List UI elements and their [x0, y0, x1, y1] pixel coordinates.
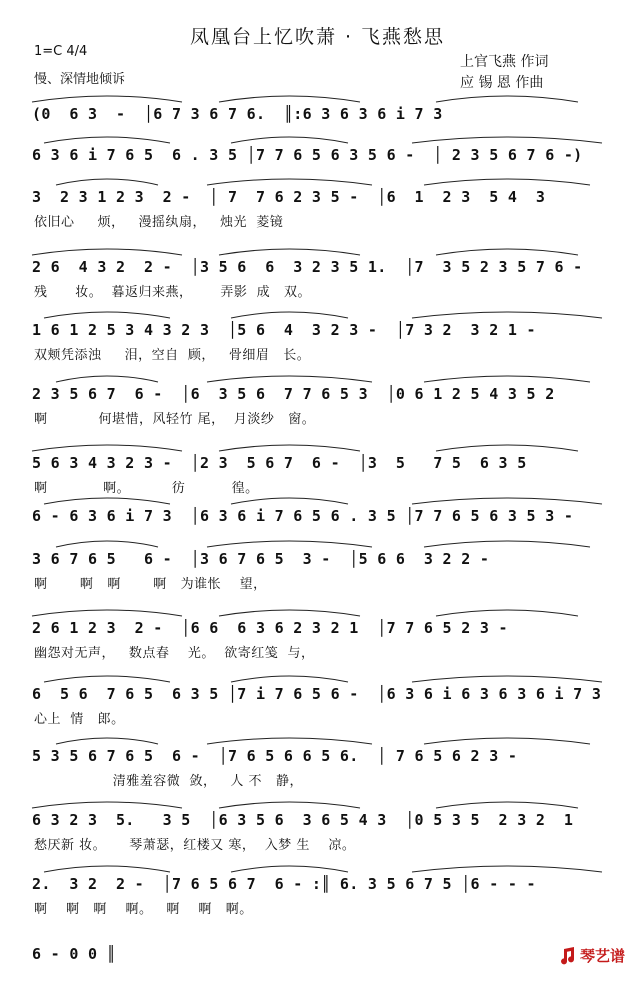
slur-arc	[56, 738, 158, 744]
key-signature: 1=C 4/4	[34, 44, 88, 59]
slur-arc	[412, 312, 602, 318]
notation-line: 5 3 5 6 7 6 5 6 - │7 6 5 6 6 5 6. │ 7 6 5 6 2 3 -	[32, 747, 518, 765]
lyric-line: 啊 何堪惜，风轻竹 尾， 月淡纱 窗。	[34, 412, 316, 427]
music-note-logo-icon	[557, 946, 577, 966]
site-logo	[557, 945, 625, 966]
notation-line: 3 6 7 6 5 6 - │3 6 7 6 5 3 - │5 6 6 3 2 2 -	[32, 550, 490, 568]
slur-marks	[32, 858, 617, 874]
slur-arc	[44, 866, 170, 872]
notation-line: 2 3 5 6 7 6 - │6 3 5 6 7 7 6 5 3 │0 6 1 2 5 4 3 5 2	[32, 385, 555, 403]
lyricist-credit: 上官飞燕 作词	[460, 54, 549, 70]
slur-arc	[219, 445, 360, 451]
lyric-line: 依旧心 烦， 漫摇纨扇， 烛光 菱镜	[34, 215, 284, 230]
notation-line: 6 3 2 3 5. 3 5 │6 3 5 6 3 6 5 4 3 │0 5 3 5 2 3 2 1	[32, 811, 574, 829]
slur-arc	[56, 179, 158, 185]
slur-arc	[44, 498, 170, 504]
slur-marks	[32, 171, 617, 187]
slur-arc	[207, 738, 372, 744]
slur-marks	[32, 794, 617, 810]
slur-arc	[424, 541, 590, 547]
notation-line: 2 6 1 2 3 2 - │6 6 6 3 6 2 3 2 1 │7 7 6 5 2 3 -	[32, 619, 508, 637]
logo-text: 琴艺谱	[579, 947, 625, 965]
lyric-line: 愁厌新 妆。 琴萧瑟，红楼又 寒， 入梦 生 凉。	[34, 838, 356, 853]
lyric-line: 啊 啊。 彷 徨。	[34, 481, 259, 496]
slur-arc	[56, 541, 158, 547]
slur-arc	[207, 376, 372, 382]
slur-arc	[436, 802, 578, 808]
slur-arc	[424, 179, 590, 185]
slur-arc	[436, 445, 578, 451]
slur-arc	[32, 802, 182, 808]
slur-marks	[32, 304, 617, 320]
slur-arc	[44, 312, 170, 318]
slur-marks	[32, 533, 617, 549]
notation-line: 6 5 6 7 6 5 6 3 5 │7 i 7 6 5 6 - │6 3 6 i 6 3 6 3 6 i 7 3	[32, 685, 602, 703]
slur-marks	[32, 602, 617, 618]
slur-marks	[32, 490, 617, 506]
slur-arc	[231, 866, 348, 872]
notation-line: 2 6 4 3 2 2 - │3 5 6 6 3 2 3 5 1. │7 3 5 2 3 5 7 6 -	[32, 258, 583, 276]
notation-line: 6 - 6 3 6 i 7 3 │6 3 6 i 7 6 5 6 . 3 5 │7 7 6 5 6 3 5 3 -	[32, 507, 574, 525]
page-title: 凤凰台上忆吹萧 · 飞燕愁思	[189, 26, 446, 48]
lyric-line: 心上 情 郎。	[34, 712, 125, 727]
lyric-line	[34, 970, 609, 990]
lyric-line: 幽怨对无声， 数点春 光。 欲寄红笺 与，	[34, 646, 315, 661]
slur-marks	[32, 730, 617, 746]
slur-arc	[424, 738, 590, 744]
notation-line: (0 6 3 - │6 7 3 6 7 6. ║:6 3 6 3 6 i 7 3	[32, 105, 443, 123]
slur-arc	[412, 137, 602, 143]
slur-arc	[231, 137, 348, 143]
lyric-line: 啊 啊 啊 啊 为谁怅 望，	[34, 577, 267, 592]
notation-line: 1 6 1 2 5 3 4 3 2 3 │5 6 4 3 2 3 - │7 3 2 3 2 1 -	[32, 321, 536, 339]
slur-arc	[44, 137, 170, 143]
slur-marks	[32, 88, 617, 104]
slur-arc	[412, 498, 602, 504]
slur-arc	[412, 676, 602, 682]
slur-arc	[207, 179, 372, 185]
slur-arc	[219, 249, 360, 255]
slur-arc	[219, 96, 360, 102]
composer-credit: 应 锡 恩 作曲	[460, 75, 544, 91]
slur-arc	[219, 802, 360, 808]
slur-marks	[32, 129, 617, 145]
slur-arc	[56, 376, 158, 382]
slur-arc	[436, 96, 578, 102]
slur-arc	[32, 249, 182, 255]
slur-arc	[436, 610, 578, 616]
lyric-line: 双颊凭添浊 泪，空自 顾， 骨细眉 长。	[34, 348, 311, 363]
notation-line: 2. 3 2 2 - │7 6 5 6 7 6 - :║ 6. 3 5 6 7 5 │6 - - -	[32, 875, 536, 893]
slur-arc	[207, 541, 372, 547]
slur-marks	[32, 241, 617, 257]
lyric-line: 啊 啊 啊 啊。 啊 啊 啊。	[34, 902, 253, 917]
slur-arc	[32, 96, 182, 102]
slur-arc	[44, 676, 170, 682]
slur-arc	[231, 498, 348, 504]
slur-arc	[412, 866, 602, 872]
slur-arc	[231, 676, 348, 682]
notation-line: 6 3 6 i 7 6 5 6 . 3 5 │7 7 6 5 6 3 5 6 - │ 2 3 5 6 7 6 -)	[32, 146, 583, 164]
slur-marks	[32, 368, 617, 384]
lyric-line: 清雅羞容微 敛， 人 不 静，	[34, 774, 303, 789]
slur-marks	[32, 437, 617, 453]
notation-line: 3 2 3 1 2 3 2 - │ 7 7 6 2 3 5 - │6 1 2 3 5 4 3	[32, 188, 546, 206]
slur-arc	[424, 376, 590, 382]
slur-marks	[32, 668, 617, 684]
slur-arc	[32, 445, 182, 451]
slur-arc	[219, 610, 360, 616]
slur-arc	[436, 249, 578, 255]
notation-line: 6 - 0 0 ║	[32, 945, 116, 963]
lyric-line: 残 妆。 暮返归来燕， 弄影 成 双。	[34, 285, 312, 300]
tempo-marking: 慢、深情地倾诉	[34, 72, 126, 87]
notation-line: 5 6 3 4 3 2 3 - │2 3 5 6 7 6 - │3 5 7 5 6 3 5	[32, 454, 527, 472]
slur-arc	[231, 312, 348, 318]
slur-arc	[32, 610, 182, 616]
